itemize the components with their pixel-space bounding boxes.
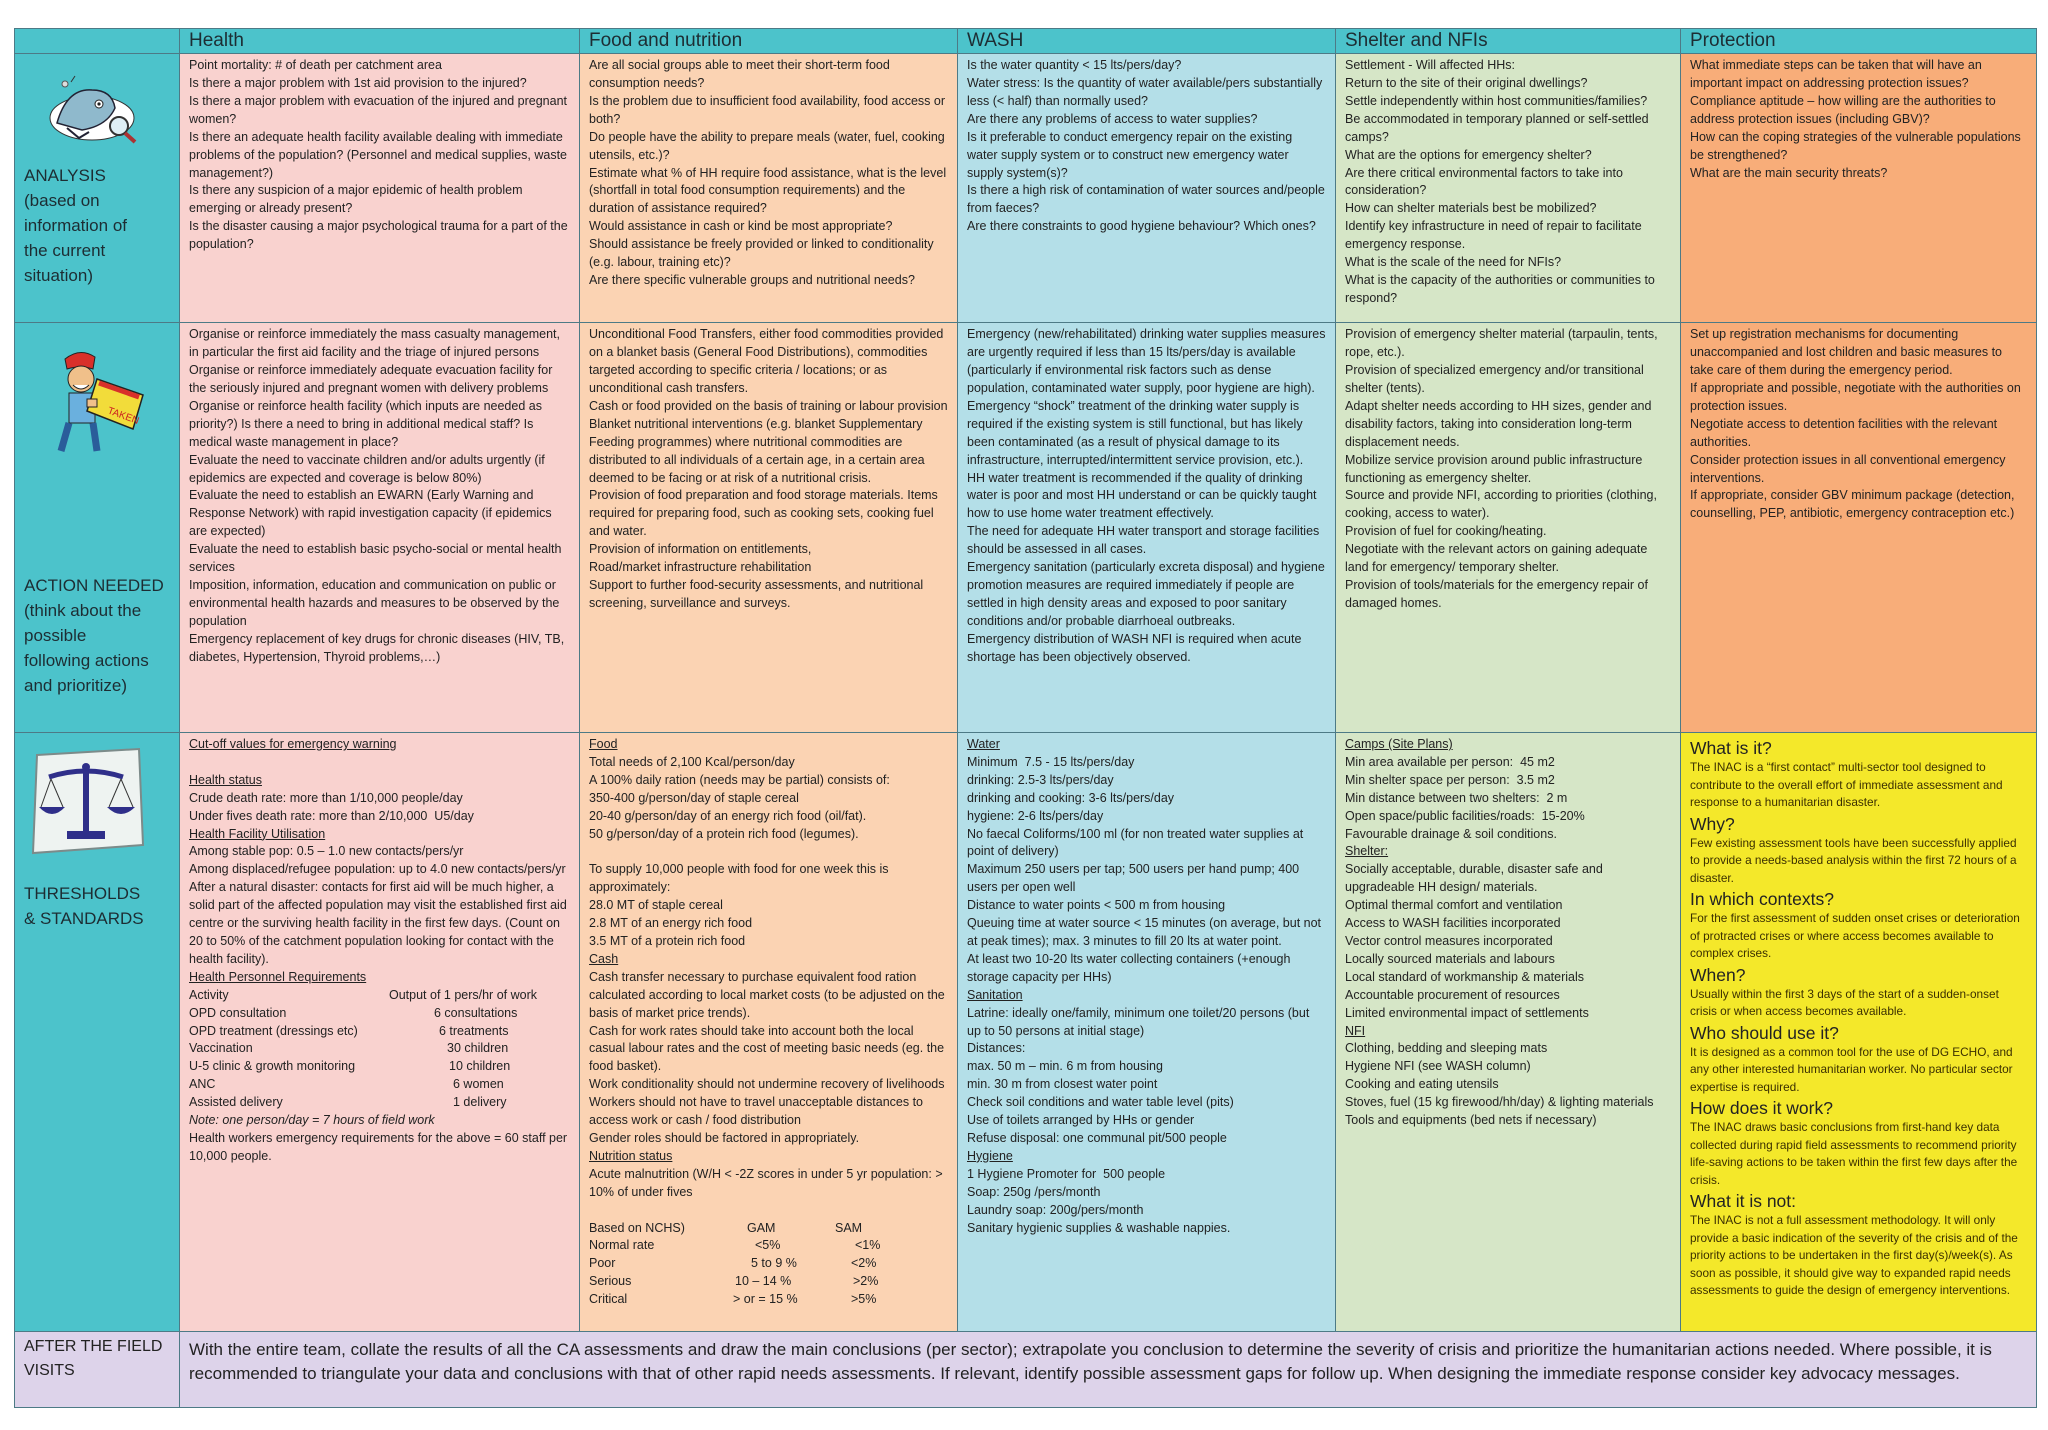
shelter-heading: Shelter: (1345, 844, 1389, 859)
camps-text: Min area available per person: 45 m2 Min shelter space per person: 3.5 m2 Min distance between two shelters: 2 m Open space/public facilities/roads: 15-20% Favourable drainage & soil conditions. (1345, 754, 1585, 841)
table-row: Vaccination 30 children (189, 1041, 509, 1056)
table-row: Normal rate <5% <1% (589, 1238, 881, 1253)
info-a-what: The INAC is a “first contact” multi-sector tool designed to contribute to the overall effort of immediate assessment and response to a humanitarian disaster. (1690, 760, 2003, 810)
info-q-not: What it is not: (1690, 1191, 1797, 1212)
health-status-heading: Health status (189, 772, 262, 787)
hygiene-text: 1 Hygiene Promoter for 500 people Soap: 250g /pers/month Laundry soap: 200g/pers/month Sanitary hygienic supplies & washable nappies. (967, 1166, 1231, 1235)
thresholds-food-cell (580, 733, 958, 1332)
header-row (15, 29, 2037, 54)
worker-sign-icon (35, 339, 155, 459)
water-text: Minimum 7.5 - 15 lts/pers/day drinking: 2.5-3 lts/pers/day drinking and cooking: 3-6 lts/pers/day hygiene: 2-6 lts/pers/day No faecal Coliforms/100 ml (for non treated water supplies at point of delivery) Maximum 250 users per tap; 500 users per hand pump; 400 users per open well Distance to water points < 500 m from housing Queuing time at water source < 15 minutes (on average, but not at peak times); max. 3 minutes to fill 20 lts at water point. At least two 10-20 lts water collecting containers (+enough storage capacity per HHs) (967, 754, 1322, 984)
after-row (15, 1331, 2037, 1407)
analysis-protection-cell: What immediate steps can be taken that will have an important impact on addressing protection issues? Compliance aptitude – how willing are the authorities to address protection issues (including GBV)? How can the coping strategies of the vulnerable populations be strengthened? What are the main security threats? (1681, 54, 2037, 323)
after-text: With the entire team, collate the results of all the CA assessments and draw the main conclusions (per sector); extrapolate you conclusion to determine the severity of crisis and prioritize the humanitarian actions needed. Where possible, it is recommended to triangulate your data and conclusions with that of other rapid needs assessments. If relevant, identify possible assessment gaps for follow up. When designing the immediate response consider key advocacy messages. (180, 1331, 2037, 1407)
info-q-why: Why? (1690, 813, 1735, 834)
action-health-cell: Organise or reinforce immediately the mass casualty management, in particular the first aid facility and the triage of injured persons Organise or reinforce immediately adequate evacuation facility for the seriously injured and pregnant women with delivery problems Organise or reinforce health facility (which inputs are needed as priority?) Is there a need to bring in additional medical staff? Is medical waste management in place? Evaluate the need to vaccinate children and/or adults urgently (if epidemics are expected and coverage is below 80%) Evaluate the need to establish an EWARN (Early Warning and Response Network) with rapid investigation capacity (if epidemics are expected) Evaluate the need to establish basic psycho-social or mental health services Imposition, information, education and communication on public or environmental health hazards and measures to be observed by the population Emergency replacement of key drugs for chronic diseases (HIV, TB, diabetes, Hypertension, Thyroid problems,…) (180, 323, 580, 733)
info-q-when: When? (1690, 964, 1746, 985)
nutrition-heading: Nutrition status (589, 1148, 673, 1163)
header-wash: WASH (958, 29, 1336, 54)
svg-text:TAKEN: TAKEN (105, 405, 141, 428)
table-row: ANC 6 women (189, 1077, 504, 1092)
action-row (15, 323, 2037, 733)
action-shelter-cell: Provision of emergency shelter material (tarpaulin, tents, rope, etc.). Provision of specialized emergency and/or transitional shelter (tents). Adapt shelter needs according to HH sizes, gender and disability factors, taking into consideration long-term displacement needs. Mobilize service provision around public infrastructure functioning as emergency shelter. Source and provide NFI, according to priorities (clothing, cooking, access to water). Provision of fuel for cooking/heating. Negotiate with the relevant actors on gaining adequate land for emergency/ temporary shelter. Provision of tools/materials for the emergency repair of damaged homes. (1336, 323, 1681, 733)
analysis-row (15, 54, 2037, 323)
thresholds-wash-cell (958, 733, 1336, 1332)
health-status-text: Crude death rate: more than 1/10,000 people/day Under fives death rate: more than 2/10,000 U5/day (189, 790, 474, 823)
health-facility-heading: Health Facility Utilisation (189, 826, 326, 841)
table-row: Assisted delivery 1 delivery (189, 1095, 507, 1110)
action-label: ACTION NEEDED (think about the possible following actions and prioritize) (24, 576, 164, 696)
inac-matrix-table (14, 28, 2037, 1408)
bulldog-magnifier-icon (37, 68, 147, 148)
table-row: Activity Output of 1 pers/hr of work (189, 987, 537, 1002)
analysis-wash-cell: Is the water quantity < 15 lts/pers/day? Water stress: Is the quantity of water available/pers substantially less (< half) than normally used? Are there any problems of access to water supplies? Is it preferable to conduct emergency repair on the existing water supply system or to construct new emergency water supply system(s)? Is there a high risk of contamination of water sources and/people from faeces? Are there constraints to good hygiene behaviour? Which ones? (958, 54, 1336, 323)
header-food: Food and nutrition (580, 29, 958, 54)
action-wash-cell: Emergency (new/rehabilitated) drinking water supplies measures are urgently required if less than 15 lts/pers/day is available (particularly if environmental risk factors such as dense population, contaminated water supply, poor hygiene are high). Emergency “shock” treatment of the drinking water supply is required if the existing system is still functional, but has likely been contaminated (as a result of physical damage to its infrastructure, interrupted/intermittent service provision, etc.). HH water treatment is recommended if the quality of drinking water is poor and most HH understand or can be quickly taught how to use home water treatment effectively. The need for adequate HH water transport and storage facilities should be assessed in all cases. Emergency sanitation (particularly excreta disposal) and hygiene promotion measures are required immediately if people are settled in high density areas and exposed to poor sanitary conditions and/or probable diarrhoeal outbreaks. Emergency distribution of WASH NFI is required when acute shortage has been objectively observed. (958, 323, 1336, 733)
nfi-heading: NFI (1345, 1023, 1366, 1038)
sanitation-text: Latrine: ideally one/family, minimum one toilet/20 persons (but up to 50 persons at initial stage) Distances: max. 50 m – min. 6 m from housing min. 30 m from closest water point Check soil conditions and water table level (pits) Use of toilets arranged by HHs or gender Refuse disposal: one communal pit/500 people (967, 1005, 1310, 1145)
thresholds-health-cell (180, 733, 580, 1332)
nutrition-table (589, 1220, 948, 1310)
info-q-how: How does it work? (1690, 1098, 1833, 1119)
food-text: Total needs of 2,100 Kcal/person/day A 100% daily ration (needs may be partial) consists of: 350-400 g/person/day of staple cereal 20-40 g/person/day of an energy rich food (oil/fat). 50 g/person/day of a protein rich food (legumes). To supply 10,000 people with food for one week this is approximately: 28.0 MT of staple cereal 2.8 MT of an energy rich food 3.5 MT of a protein rich food (589, 754, 890, 948)
action-food-cell: Unconditional Food Transfers, either food commodities provided on a blanket basis (General Food Distributions), commodities targeted according to specific criteria / locations; or as unconditional cash transfers. Cash or food provided on the basis of training or labour provision Blanket nutritional interventions (e.g. blanket Supplementary Feeding programmes) where nutritional commodities are distributed to all individuals of a certain age, in a certain area deemed to be facing or at risk of a nutritional crisis. Provision of food preparation and food storage materials. Items required for preparing food, such as cooking sets, cooking fuel and water. Provision of information on entitlements, Road/market infrastructure rehabilitation Support to further food-security assessments, and nutritional screening, surveillance and surveys. (580, 323, 958, 733)
info-a-how: The INAC draws basic conclusions from first-hand key data collected during rapid field assessments to recommend priority life-saving actions to be taken within the first few days after the crisis. (1690, 1120, 2018, 1187)
cash-heading: Cash (589, 951, 619, 966)
analysis-shelter-cell: Settlement - Will affected HHs: Return to the site of their original dwellings? Settle independently within host communities/families? Be accommodated in temporary planned or self-settled camps? What are the options for emergency shelter? Are there critical environmental factors to take into consideration? How can shelter materials best be mobilized? Identify key infrastructure in need of repair to facilitate emergency response. What is the scale of the need for NFIs? What is the capacity of the authorities or communities to respond? (1336, 54, 1681, 323)
sanitation-heading: Sanitation (967, 987, 1023, 1002)
health-cutoff-heading: Cut-off values for emergency warning (189, 737, 397, 752)
header-protection: Protection (1681, 29, 2037, 54)
thresholds-label-cell (15, 733, 180, 1332)
table-row: Poor 5 to 9 % <2% (589, 1256, 877, 1271)
cash-text: Cash transfer necessary to purchase equivalent food ration calculated according to local market costs (to be adjusted on the basis of market price trends). Cash for work rates should take into account both the local casual labour rates and the cost of meeting basic needs (eg. the food basket). Work conditionality should not undermine recovery of livelihoods Workers should not have to travel unacceptable distances to access work or cash / food distribution Gender roles should be factored in appropriately. (589, 969, 945, 1145)
nfi-text: Clothing, bedding and sleeping mats Hygiene NFI (see WASH column) Cooking and eating utensils Stoves, fuel (15 kg firewood/hh/day) & lighting materials Tools and equipments (bed nets if necessary) (1345, 1041, 1654, 1128)
analysis-food-cell: Are all social groups able to meet their short-term food consumption needs? Is the problem due to insufficient food availability, food access or both? Do people have the ability to prepare meals (water, fuel, cooking utensils, etc.)? Estimate what % of HH require food assistance, what is the level (shortfall in total food consumption requirements) and the duration of assistance required? Would assistance in cash or kind be most appropriate? Should assistance be freely provided or linked to conditionality (e.g. labour, training etc)? Are there specific vulnerable groups and nutritional needs? (580, 54, 958, 323)
food-heading: Food (589, 737, 618, 752)
table-row: Based on NCHS) GAM SAM (589, 1220, 863, 1235)
table-row: Critical > or = 15 % >5% (589, 1292, 877, 1307)
thresholds-shelter-cell (1336, 733, 1681, 1332)
info-q-what: What is it? (1690, 738, 1772, 759)
hygiene-heading: Hygiene (967, 1148, 1013, 1163)
info-q-who: Who should use it? (1690, 1022, 1839, 1043)
table-row: U-5 clinic & growth monitoring 10 children (189, 1059, 511, 1074)
action-protection-cell: Set up registration mechanisms for documenting unaccompanied and lost children and basic measures to take care of them during the emergency period. If appropriate and possible, negotiate with the authorities on protection issues. Negotiate access to detention facilities with the relevant authorities. Consider protection issues in all conventional emergency interventions. If appropriate, consider GBV minimum package (detection, counselling, PEP, antibiotic, emergency contraception etc.) (1681, 323, 2037, 733)
header-corner (15, 29, 180, 54)
water-heading: Water (967, 737, 1000, 752)
thresholds-row (15, 733, 2037, 1332)
analysis-health-cell: Point mortality: # of death per catchment area Is there a major problem with 1st aid provision to the injured? Is there a major problem with evacuation of the injured and pregnant women? Is there an adequate health facility available dealing with immediate problems of the population? (Personnel and medical supplies, waste management?) Is there any suspicion of a major epidemic of health problem emerging or already present? Is the disaster causing a major psychological trauma for a part of the population? (180, 54, 580, 323)
info-a-why: Few existing assessment tools have been successfully applied to provide a needs-based analysis within the first 72 hours of a disaster. (1690, 835, 2017, 885)
table-row: OPD treatment (dressings etc) 6 treatments (189, 1023, 509, 1038)
action-label-cell (15, 323, 180, 733)
thresholds-label: THRESHOLDS & STANDARDS (24, 884, 144, 929)
health-personnel-table (189, 987, 570, 1112)
info-a-contexts: For the first assessment of sudden onset crises or deterioration of protracted crises or where access becomes available to complex crises. (1690, 911, 2020, 961)
nutrition-text: Acute malnutrition (W/H < -2Z scores in under 5 yr population: > 10% of under fives (589, 1166, 947, 1199)
scales-icon (27, 747, 147, 859)
analysis-label-cell (15, 54, 180, 323)
header-health: Health (180, 29, 580, 54)
analysis-label: ANALYSIS (based on information of the current situation) (24, 166, 127, 286)
header-shelter: Shelter and NFIs (1336, 29, 1681, 54)
info-a-when: Usually within the first 3 days of the start of a sudden-onset crisis or when access becomes available. (1690, 986, 1999, 1019)
info-a-who: It is designed as a common tool for the use of DG ECHO, and any other interested humanitarian worker. No particular sector expertise is required. (1690, 1044, 2013, 1094)
table-row: Serious 10 – 14 % >2% (589, 1274, 879, 1289)
camps-heading: Camps (Site Plans) (1345, 737, 1453, 752)
shelter-text: Socially acceptable, durable, disaster safe and upgradeable HH design/ materials. Optimal thermal comfort and ventilation Access to WASH facilities incorporated Vector control measures incorporated Locally sourced materials and labours Local standard of workmanship & materials Accountable procurement of resources Limited environmental impact of settlements (1345, 862, 1603, 1020)
table-row: OPD consultation 6 consultations (189, 1005, 518, 1020)
after-label: AFTER THE FIELD VISITS (15, 1331, 180, 1407)
health-facility-text: Among stable pop: 0.5 – 1.0 new contacts/pers/yr Among displaced/refugee population: up to 4.0 new contacts/pers/yr After a natural disaster: contacts for first aid will be much higher, a solid part of the affected population may visit the established first aid centre or the surviving health facility in the first few days. (Count on 20 to 50% of the catchment population looking for contact with the health facility). (189, 844, 567, 966)
info-q-contexts: In which contexts? (1690, 889, 1834, 910)
health-note: Note: one person/day = 7 hours of field work (189, 1113, 435, 1128)
health-personnel-heading: Health Personnel Requirements (189, 969, 367, 984)
health-workers-text: Health workers emergency requirements for the above = 60 staff per 10,000 people. (189, 1130, 571, 1163)
info-a-not: The INAC is not a full assessment methodology. It will only provide a basic indication of the severity of the crisis and of the priority actions to be undertaken in the first day(s)/week(s). As soon as possible, it should give way to expanded rapid needs assessments to guide the design of emergency interventions. (1690, 1213, 2018, 1298)
inac-info-cell (1681, 733, 2037, 1332)
